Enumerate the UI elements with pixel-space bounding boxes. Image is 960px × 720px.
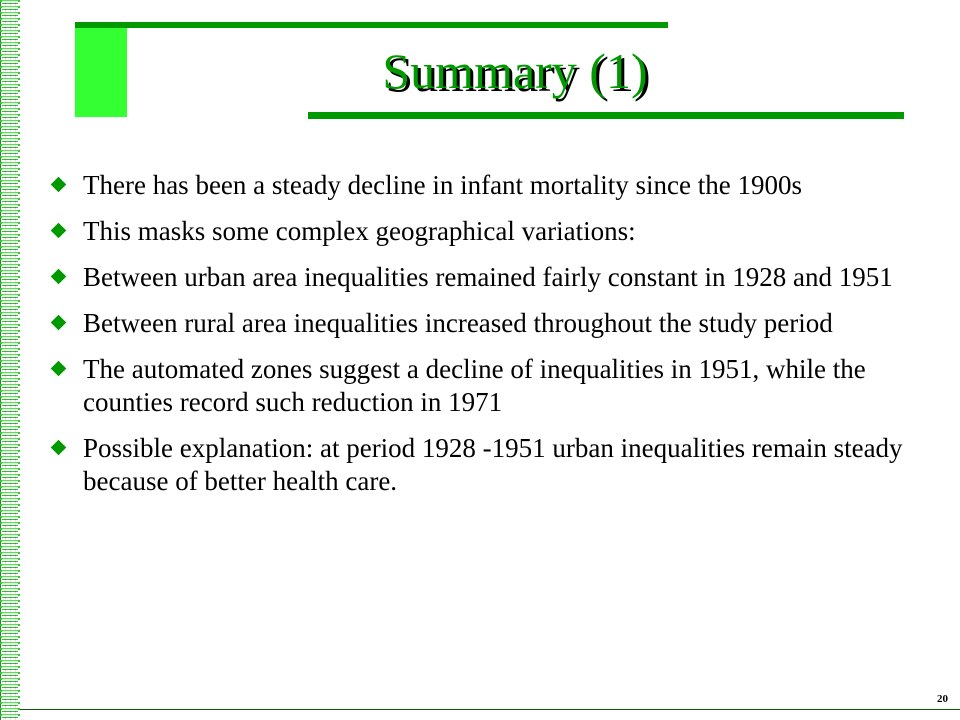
bullet-item bbox=[48, 432, 928, 498]
bullet-item bbox=[48, 215, 928, 248]
bullet-text: Between urban area inequalities remained fairly constant in 1928 and 1951 bbox=[83, 262, 893, 292]
diamond-bullet-icon bbox=[51, 315, 67, 331]
bullet-text: This masks some complex geographical variations: bbox=[83, 216, 636, 246]
bullet-item bbox=[48, 169, 928, 202]
diamond-bullet-icon bbox=[51, 223, 67, 239]
decorative-left-border bbox=[0, 0, 20, 720]
footer-divider bbox=[20, 709, 960, 710]
bullet-text: Between rural area inequalities increased throughout the study period bbox=[83, 308, 833, 338]
diamond-bullet-icon bbox=[51, 177, 67, 193]
diamond-bullet-icon bbox=[51, 269, 67, 285]
diamond-bullet-icon bbox=[51, 361, 67, 377]
bullet-text: The automated zones suggest a decline of inequalities in 1951, while the counties record such reduction in 1971 bbox=[83, 354, 866, 417]
bullet-item bbox=[48, 307, 928, 340]
bullet-text: Possible explanation: at period 1928 -1951 urban inequalities remain steady because of better health care. bbox=[83, 433, 903, 496]
title-top-bar bbox=[75, 22, 668, 28]
bullet-item bbox=[48, 353, 928, 419]
bullet-text: There has been a steady decline in infant mortality since the 1900s bbox=[83, 170, 803, 200]
bullet-list bbox=[48, 169, 928, 511]
diamond-bullet-icon bbox=[51, 440, 67, 456]
bullet-item bbox=[48, 261, 928, 294]
slide-title: Summary (1) bbox=[382, 43, 648, 99]
title-bottom-bar bbox=[308, 112, 904, 119]
slide-number: 20 bbox=[937, 693, 948, 705]
